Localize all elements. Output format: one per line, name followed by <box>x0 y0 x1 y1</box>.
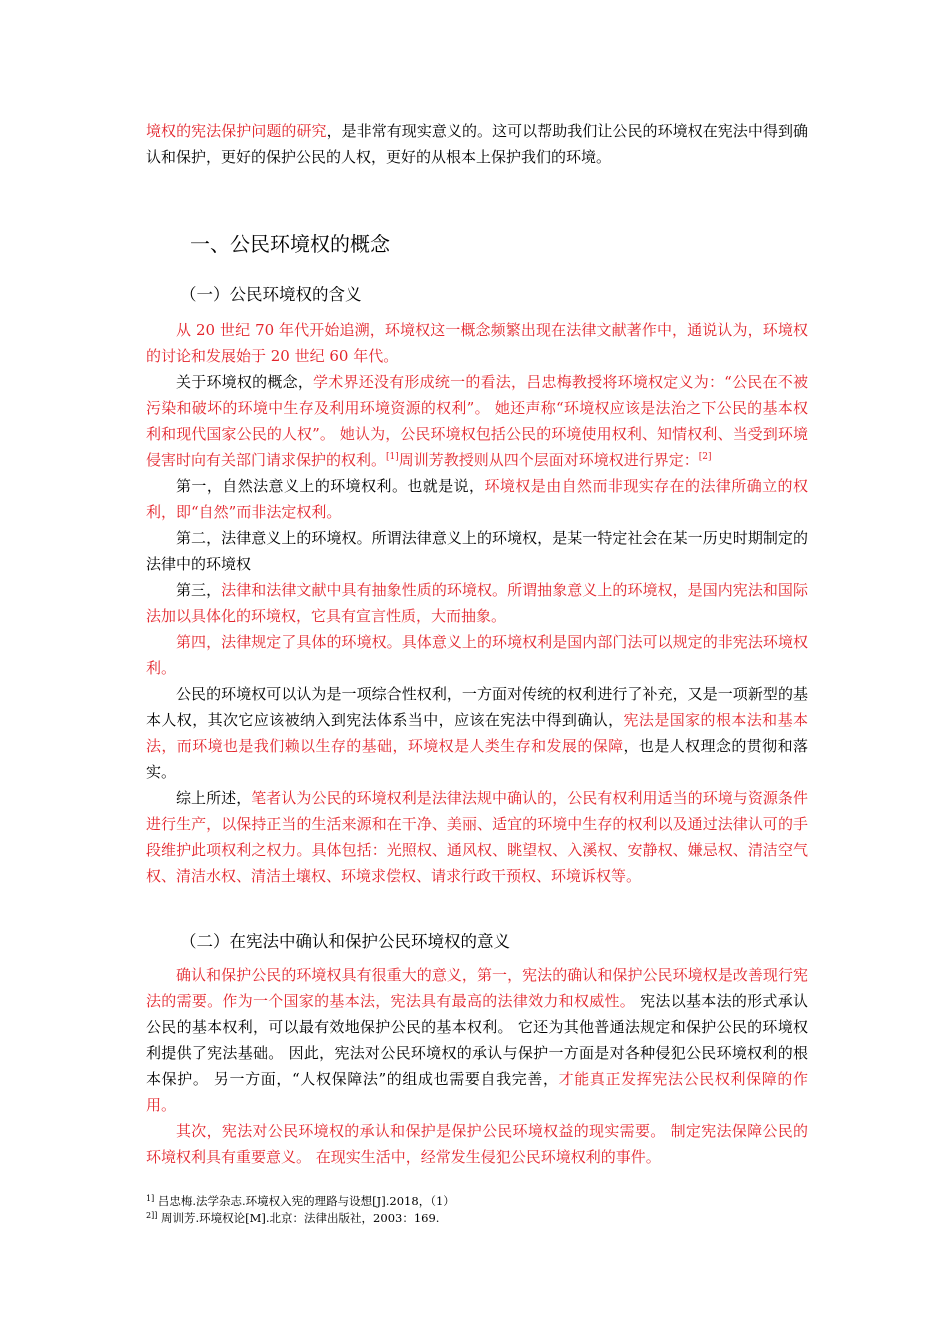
paragraph-f: 第四，法律规定了具体的环境权。具体意义上的环境权利是国内部门法可以规定的非宪法环境权利。 <box>146 633 808 677</box>
footnote-1 <box>146 1193 455 1210</box>
intro-block <box>146 118 808 170</box>
paragraph-i <box>146 962 808 1118</box>
footnote-text-1: 吕忠梅.法学杂志.环境权入宪的理路与设想[J].2018，（1） <box>154 1194 455 1208</box>
paragraph-g-text: 公民的环境权可以认为是一项综合性权利，一方面对传统的权利进行了补充，又是一项新型的基本人权，其次它应该被纳入到宪法体系当中，应该在宪法中得到确认， <box>146 685 808 729</box>
body-block-1 <box>146 317 808 889</box>
subsection-title-2: （二）在宪法中确认和保护公民环境权的意义 <box>180 932 510 951</box>
paragraph-j: 其次，宪法对公民环境权的承认和保护是保护公民环境权益的现实需要。 制定宪法保障公民的环境权利具有重要意义。 在现实生活中，经常发生侵犯公民环境权利的事件。 <box>146 1122 808 1166</box>
paragraph-g-text-2: ，也是人权理念的贯彻和落实。 <box>146 737 808 781</box>
paragraph-b-red: 学术界还没有形成统一的看法，吕忠梅教授将环境权定义为：“公民在不被污染和破坏的环境中生存及利用环境资源的权利”。 她还声称“环境权应该是法治之下公民的基本权利和现代国家公民的人权”。 她认为，公民环境权包括公民的环境使用权利、知情权利、当受到环境侵害时向有关部门请求保护的权利。 <box>146 373 808 469</box>
paragraph-e-text: 第三， <box>176 581 222 599</box>
footnote-ref-1[interactable]: [1] <box>386 452 399 462</box>
paragraph-g-red: 宪法是国家的根本法和基本法，而环境也是我们赖以生存的基础，环境权是人类生存和发展的保障 <box>146 711 808 755</box>
intro-red-text: 境权的宪法保护问题的研究 <box>146 122 327 140</box>
paragraph-i-red: 确认和保护公民的环境权具有很重大的意义，第一，宪法的确认和保护公民环境权是改善现行宪法的需要。作为一个国家的基本法，宪法具有最高的法律效力和权威性。 <box>146 966 808 1010</box>
paragraph-b-text: 关于环境权的概念， <box>176 373 314 391</box>
body-block-2 <box>146 962 808 1170</box>
subsection-title-1: （一）公民环境权的含义 <box>180 285 362 304</box>
paragraph-c <box>146 473 808 525</box>
footnote-text-2: 周训芳.环境权论[M].北京：法律出版社，2003：169. <box>157 1211 440 1225</box>
paragraph-i-text: 宪法以基本法的形式承认公民的基本权利，可以最有效地保护公民的基本权利。 它还为其他普通法规定和保护公民的环境权利提供了宪法基础。 因此，宪法对公民环境权的承认与保护一方面是对各种侵犯公民环境权利的根本保护。 另一方面，“人权保障法”的组成也需要自我完善， <box>146 992 808 1088</box>
paragraph-g <box>146 681 808 785</box>
paragraph-b-red-2: 周训芳教授则从四个层面对环境权进行界定： <box>398 451 699 469</box>
paragraph-h <box>146 785 808 889</box>
footnotes <box>146 1193 455 1227</box>
paragraph-e <box>146 577 808 629</box>
paragraph-a: 从 20 世纪 70 年代开始追溯，环境权这一概念频繁出现在法律文献著作中，通说认为，环境权的讨论和发展始于 20 世纪 60 年代。 <box>146 321 808 365</box>
paragraph-d: 第二，法律意义上的环境权。所谓法律意义上的环境权，是某一特定社会在某一历史时期制定的法律中的环境权 <box>146 529 808 573</box>
footnote-ref-2[interactable]: [2] <box>698 452 712 462</box>
paragraph-h-red: 笔者认为公民的环境权利是法律法规中确认的，公民有权利用适当的环境与资源条件进行生产，以保持正当的生活来源和在干净、美丽、适宜的环境中生存的权利以及通过法律认可的手段维护此项权利之权力。具体包括：光照权、通风权、眺望权、入溪权、安静权、嫌忌权、清洁空气权、清洁水权、清洁土壤权、环境求偿权、请求行政干预权、环境诉权等。 <box>146 789 808 885</box>
section-title: 一、公民环境权的概念 <box>190 232 390 256</box>
paragraph-c-text: 第一，自然法意义上的环境权利。也就是说， <box>176 477 485 495</box>
paragraph-h-text: 综上所述， <box>176 789 252 807</box>
footnote-mark-2: 2]] <box>146 1211 158 1220</box>
footnote-2 <box>146 1210 455 1227</box>
paragraph-b <box>146 369 808 473</box>
paragraph-i-red-2: 才能真正发挥宪法公民权利保障的作用。 <box>146 1070 808 1114</box>
paragraph-c-red: 环境权是由自然而非现实存在的法律所确立的权利，即“自然”而非法定权利。 <box>146 477 808 521</box>
footnote-mark-1: 1] <box>146 1194 155 1203</box>
intro-text: ，是非常有现实意义的。这可以帮助我们让公民的环境权在宪法中得到确认和保护，更好的保护公民的人权，更好的从根本上保护我们的环境。 <box>146 122 808 166</box>
paragraph-e-red: 法律和法律文献中具有抽象性质的环境权。所谓抽象意义上的环境权，是国内宪法和国际法加以具体化的环境权，它具有宣言性质，大而抽象。 <box>146 581 808 625</box>
intro-paragraph <box>146 118 808 170</box>
